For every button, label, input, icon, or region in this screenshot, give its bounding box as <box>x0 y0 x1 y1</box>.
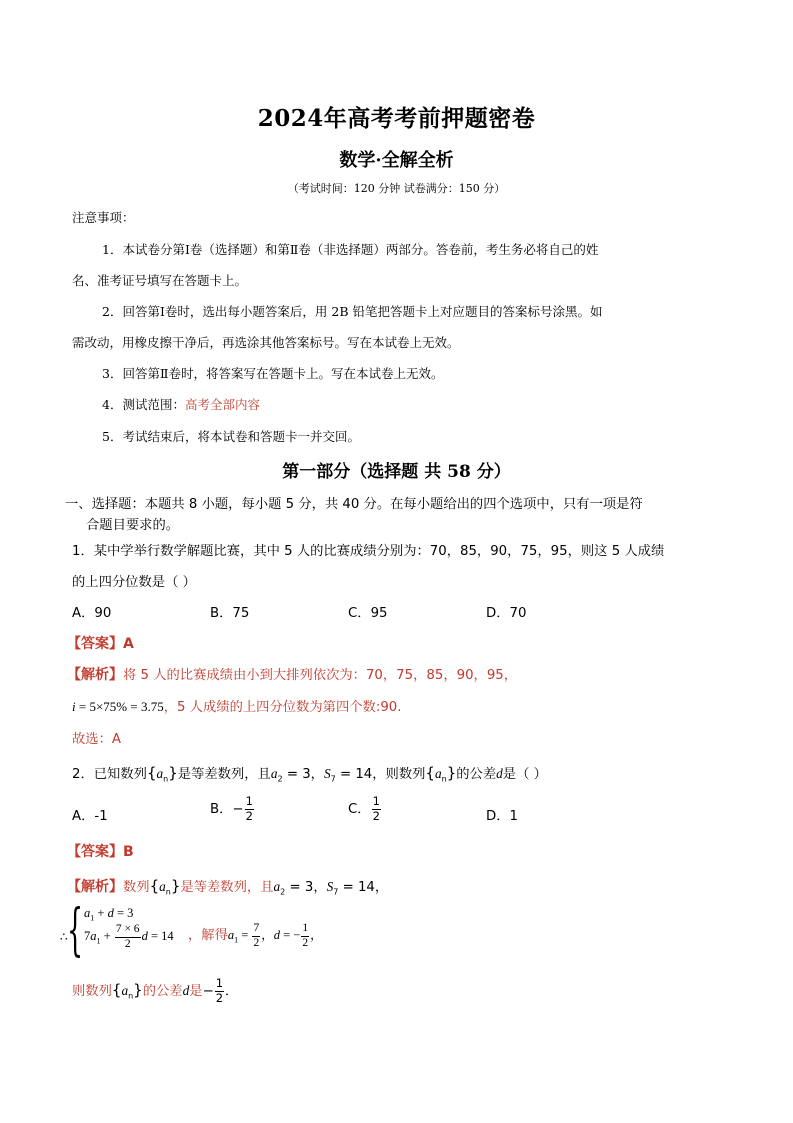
sys2-var-a: a <box>90 928 97 943</box>
notes-heading: 注意事项： <box>72 210 135 225</box>
q2-option-b <box>210 796 255 822</box>
q2-analysis-prefix: 数列 <box>123 880 150 895</box>
note-item-2-line-1: 2．回答第Ⅰ卷时，选出每小题答案后，用 2B 铅笔把答题卡上对应题目的答案标号涂黑。如 <box>102 304 603 319</box>
q1-analysis-line-2 <box>72 696 401 715</box>
q2-option-c <box>348 796 382 822</box>
frac-num: 1 <box>245 794 253 808</box>
q2-option-d: D．1 <box>486 809 518 824</box>
q2-eq-3: = 3 <box>282 767 311 782</box>
note-item-3: 3．回答第Ⅱ卷时，将答案写在答题卡上。写在本试卷上无效。 <box>102 366 444 381</box>
sol-comma: ， <box>261 927 274 942</box>
note-item-2-line-2: 需改动，用橡皮擦干净后，再选涂其他答案标号。写在本试卷上无效。 <box>72 335 460 350</box>
therefore-symbol: ∴ <box>60 930 68 944</box>
frac-den: 2 <box>372 808 380 823</box>
q2-analysis-label: 【解析】 <box>67 879 123 895</box>
q2-answer <box>67 841 134 861</box>
q2-an-var-a2: a <box>273 879 281 894</box>
q1-var-i: i <box>72 699 76 714</box>
q2-con-den: 2 <box>215 990 224 1005</box>
q2-option-b-minus: − <box>232 802 244 817</box>
sys2-fraction <box>115 924 141 950</box>
q1-answer-value: A <box>123 636 134 652</box>
q2-sub-7: 7 <box>330 774 336 784</box>
sol-fraction-d <box>301 923 309 949</box>
sys2-frac-num: 7 × 6 <box>115 924 141 938</box>
q2-option-b-label: B． <box>210 802 233 817</box>
sys2-var-d: d <box>141 928 148 943</box>
sys2-eq-14: = 14 <box>147 928 174 943</box>
sol-a1-num: 7 <box>252 923 260 937</box>
sol-a1-den: 2 <box>253 936 260 949</box>
sys1-eq-3: = 3 <box>113 906 134 920</box>
frac-den: 2 <box>245 808 253 823</box>
q2-an-sub-2: 2 <box>280 887 286 897</box>
page-title: 2024年高考考前押题密卷 <box>257 105 536 132</box>
q2-stem: 2．已知数列$\{a_n\}$是等差数列，且$a_2 = 3$，$S_7 = 14$，则数列$\{a_n\}$的公差d是（ ） <box>72 764 547 784</box>
q2-an-eq-3: = 3 <box>285 880 314 895</box>
q2-an-eq-14: = 14 <box>338 880 375 895</box>
sys1-var-a: a <box>84 906 91 920</box>
q1-analysis-line-1 <box>67 664 517 684</box>
q1-answer <box>67 633 134 653</box>
q2-con-fraction <box>215 978 224 1004</box>
sol-var-d: d <box>273 927 280 942</box>
q1-analysis-text: 将 5 人的比赛成绩由小到大排列依次为：70，75，85，90，95， <box>123 668 518 683</box>
page-subtitle: 数学·全解全析 <box>339 150 454 171</box>
sol-var-a: a <box>227 927 235 942</box>
q2-option-c-label: C． <box>348 802 371 817</box>
q2-conclusion: 则数列$\{a_n\}$的公差d是− $\frac{1}{2}$ ． <box>72 976 239 1005</box>
q2-comma: ， <box>310 767 324 782</box>
sol-fraction-a1 <box>252 923 260 949</box>
sol-comma2: ， <box>310 927 323 942</box>
sol-sub-1: 1 <box>234 935 239 945</box>
q2-stem-end: 是（ ） <box>502 767 547 782</box>
q2-con-period: ． <box>225 984 239 999</box>
sys1-var-d: d <box>107 906 114 920</box>
q2-eq-14: = 14 <box>335 767 373 782</box>
q1-option-c: C．95 <box>348 606 388 621</box>
section-instructions-line-1: 一、选择题：本题共 8 小题，每小题 5 分，共 40 分。在每小题给出的四个选项中，只有一项是符 <box>65 497 643 512</box>
system-equation-1 <box>84 906 133 923</box>
q2-var-s: S <box>323 766 331 781</box>
q1-answer-label: 【答案】 <box>67 636 123 652</box>
q2-option-a: A．-1 <box>72 809 108 824</box>
q1-stem-line-2: 的上四分位数是（ ） <box>72 575 196 590</box>
note-item-1-line-2: 名、准考证号填写在答题卡上。 <box>72 273 248 288</box>
q1-calc: = 5×75% = 3.75 <box>75 699 164 714</box>
q2-sub-n2: n <box>441 774 447 784</box>
q2-var-a2: a <box>270 766 278 781</box>
section-instructions-line-2: 合题目要求的。 <box>86 518 180 533</box>
q2-option-b-fraction <box>245 796 254 822</box>
sys1-sub-1: 1 <box>90 913 95 923</box>
test-scope: 高考全部内容 <box>184 397 260 412</box>
note-item-5: 5．考试结束后，将本试卷和答题卡一并交回。 <box>102 429 360 444</box>
sys2-frac-den: 2 <box>124 937 131 950</box>
sol-d-num: 1 <box>301 923 309 937</box>
sys1-plus: + <box>94 906 108 920</box>
q1-option-b: B．75 <box>210 606 250 621</box>
q2-con-sub-n: n <box>128 991 134 1001</box>
q1-option-d: D．70 <box>486 606 527 621</box>
q2-an-sub-n: n <box>165 887 171 897</box>
q1-analysis-label: 【解析】 <box>67 667 123 683</box>
q2-analysis-mid-1: 是等差数列，且 <box>180 880 274 895</box>
q1-option-a: A．90 <box>72 606 112 621</box>
q2-answer-value: B <box>123 844 134 860</box>
q2-an-var-a: a <box>159 879 166 894</box>
q2-conclusion-is: 是 <box>189 984 203 999</box>
q2-an-var-s: S <box>326 879 334 894</box>
q2-stem-mid-2: ，则数列 <box>372 767 426 782</box>
q2-an-comma: ， <box>313 880 327 895</box>
solution-line: ，解得$a_1$ = $\frac{7}{2}$ ，d = − $\frac{1}{2}$ ， <box>188 922 323 949</box>
frac-num: 1 <box>372 794 380 808</box>
q2-var-d: d <box>496 766 503 781</box>
q2-stem-prefix: 2．已知数列 <box>72 767 147 782</box>
q2-conclusion-prefix: 则数列 <box>72 984 112 999</box>
q1-stem-line-1: 1．某中学举行数学解题比赛，其中 5 人的比赛成绩分别为：70，85，90，75，95，则这 5 人成绩 <box>72 544 665 559</box>
q2-con-minus: − <box>202 984 214 999</box>
q2-an-sub-7: 7 <box>333 887 339 897</box>
system-equation-2 <box>84 924 174 950</box>
sol-d-den: 2 <box>302 936 309 949</box>
note-item-1-line-1: 1．本试卷分第Ⅰ卷（选择题）和第Ⅱ卷（非选择题）两部分。答卷前，考生务必将自己的姓 <box>102 242 599 257</box>
q2-answer-label: 【答案】 <box>67 844 123 860</box>
note-item-4-label: 4．测试范围： <box>102 397 185 412</box>
sys2-seven: 7 <box>84 928 91 943</box>
q1-analysis-rest: ，5 人成绩的上四分位数为第四个数:90. <box>163 700 402 715</box>
q2-stem-mid-1: 是等差数列，且 <box>177 767 271 782</box>
q2-var-a: a <box>156 766 164 781</box>
solve-text: ，解得 <box>188 927 228 943</box>
section-title: 第一部分（选择题 共 58 分） <box>282 462 511 482</box>
system-brace: { <box>67 898 84 963</box>
q2-analysis-line-1: 【解析】数列$\{a_n\}$是等差数列，且$a_2 = 3$，$S_7 = 14$， <box>67 877 389 897</box>
q2-con-num: 1 <box>215 976 224 990</box>
q2-con-var-a: a <box>121 983 129 998</box>
q2-con-var-d: d <box>182 983 190 998</box>
q2-stem-mid-3: 的公差 <box>456 767 497 782</box>
q2-var-a3: a <box>434 766 442 781</box>
q2-sub-n: n <box>163 774 169 784</box>
note-item-4 <box>102 395 260 413</box>
q1-conclusion: 故选：A <box>72 732 121 747</box>
q2-option-c-fraction <box>372 796 381 822</box>
q2-sub-2: 2 <box>277 774 283 784</box>
q2-conclusion-mid: 的公差 <box>142 984 183 999</box>
sys2-sub-1: 1 <box>96 936 101 946</box>
sol-minus: − <box>293 927 301 942</box>
sys2-plus: + <box>100 928 114 943</box>
exam-info: （考试时间：120 分钟 试卷满分：150 分） <box>287 182 506 195</box>
q2-an-comma2: ， <box>374 880 389 895</box>
